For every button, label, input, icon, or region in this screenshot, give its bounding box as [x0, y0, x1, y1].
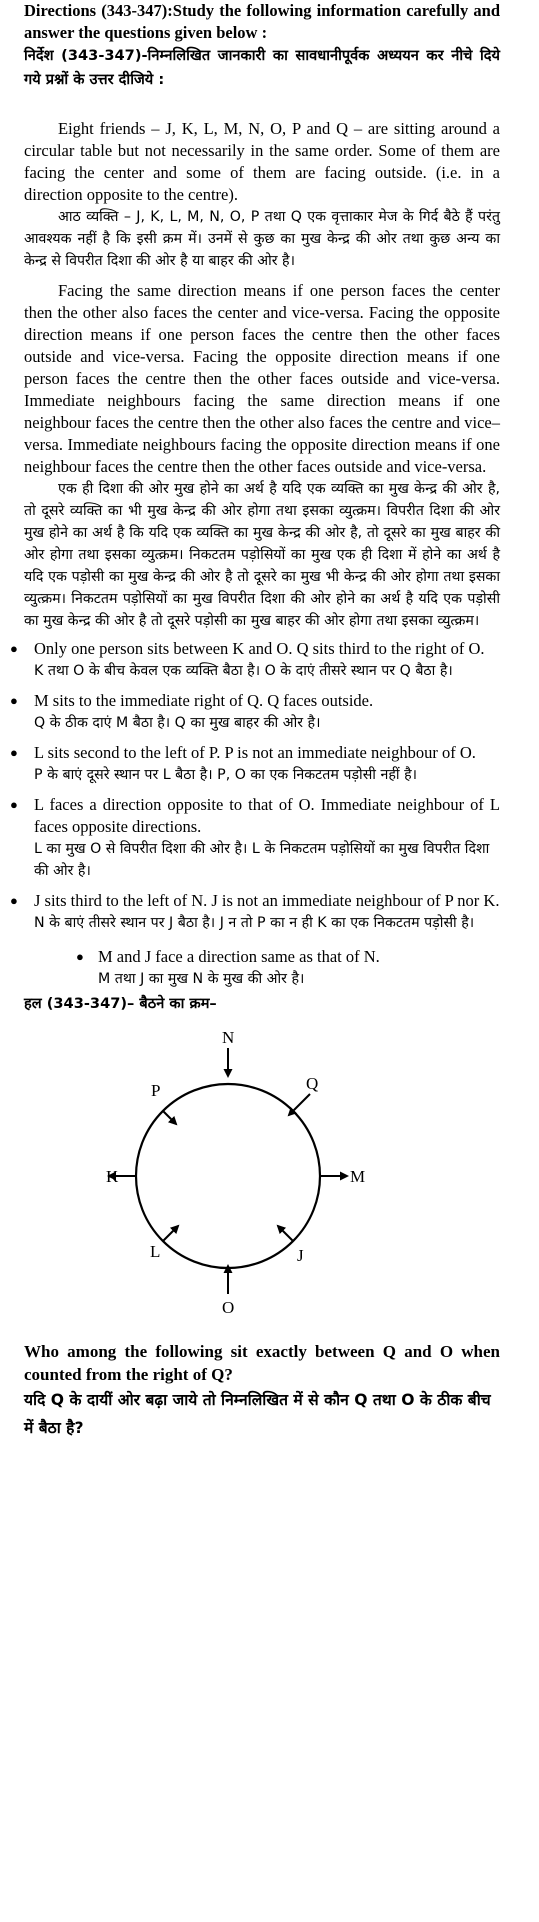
arrow-p — [163, 1111, 176, 1124]
label-m: M — [350, 1167, 366, 1186]
clue-item — [24, 742, 500, 786]
label-l: L — [150, 1242, 161, 1261]
clue-english: ● M sits to the immediate right of Q. Q faces outside. — [34, 691, 374, 710]
document-page — [24, 0, 500, 1442]
clue-english: ● L faces a direction opposite to that of O. Immediate neighbour of L faces opposite directions. — [34, 795, 500, 836]
clue-item-last — [24, 946, 500, 990]
clue-english: ● M and J face a direction same as that of N. — [98, 947, 380, 966]
question-english: Who among the following sit exactly between Q and O when counted from the right of Q? — [24, 1342, 500, 1384]
clue-hindi: M तथा J का मुख N के मुख की ओर है। — [98, 971, 305, 987]
seating-arrangement-diagram — [34, 1016, 454, 1336]
label-n: N — [222, 1028, 235, 1047]
directions-english: Directions (343-347):Study the following information carefully and answer the questions given below : — [24, 1, 500, 42]
clue-item — [24, 890, 500, 934]
clue-item — [24, 794, 500, 882]
label-p: P — [151, 1081, 161, 1100]
clue-hindi: N के बाएं तीसरे स्थान पर J बैठा है। J न तो P का न ही K का एक निकटतम पड़ोसी है। — [34, 915, 475, 931]
clue-item — [24, 638, 500, 682]
intro-paragraph-english: Eight friends – J, K, L, M, N, O, P and Q – are sitting around a circular table but not necessarily in the same order. Some of them are facing the center and some of them are facing outside. (i.e. in a direction opposite to the centre). — [24, 119, 500, 204]
label-j: J — [297, 1246, 304, 1265]
arrow-l — [163, 1226, 178, 1241]
intro-paragraph-hindi: आठ व्यक्ति – J, K, L, M, N, O, P तथा Q एक वृत्ताकार मेज के गिर्द बैठे हैं परंतु आवश्यक नहीं है कि इसी क्रम में। उनमें से कुछ का मुख केन्द्र की ओर तथा कुछ अन्य का केन्द्र से विपरीत दिशा की ओर है या बाहर की ओर है। — [24, 209, 500, 269]
facing-rules-english: Facing the same direction means if one person faces the center then the other also faces the center and vice-versa. Facing the opposite direction means if one person faces the centre then the other faces outside and vice-versa. Facing the opposite direction means if one person faces the centre then the other faces outside and vice-versa. Immediate neighbours facing the same direction means if one neighbour faces the centre then the other also faces the centre and vice–versa. Immediate neighbours facing the opposite direction means if one neighbour faces the centre then the other faces outside and vice-versa. — [24, 281, 500, 476]
clue-english: ● Only one person sits between K and O. Q sits third to the right of O. — [34, 639, 485, 658]
clue-english: ● L sits second to the left of P. P is not an immediate neighbour of O. — [34, 743, 476, 762]
label-q: Q — [306, 1074, 319, 1093]
clue-hindi: K तथा O के बीच केवल एक व्यक्ति बैठा है। O के दाएं तीसरे स्थान पर Q बैठा है। — [34, 663, 453, 679]
directions-hindi: निर्देश (343-347)-निम्नलिखित जानकारी का सावधानीपूर्वक अध्ययन कर नीचे दिये गये प्रश्नों के उत्तर दीजिये : — [24, 47, 500, 88]
clue-hindi: Q के ठीक दाएं M बैठा है। Q का मुख बाहर की ओर है। — [34, 715, 321, 731]
arrow-j — [278, 1226, 293, 1241]
clue-item — [24, 690, 500, 734]
question-hindi: यदि Q के दायीं ओर बढ़ा जाये तो निम्नलिखित में से कौन Q तथा O के ठीक बीच में बैठा है? — [24, 1391, 491, 1437]
clue-hindi: P के बाएं दूसरे स्थान पर L बैठा है। P, O का एक निकटतम पड़ोसी नहीं है। — [34, 767, 417, 783]
arrow-q — [289, 1094, 310, 1115]
clue-hindi: L का मुख O से विपरीत दिशा की ओर है। L के निकटतम पड़ोसियों का मुख विपरीत दिशा की ओर है। — [34, 841, 490, 879]
label-o: O — [222, 1298, 235, 1317]
clue-list — [24, 638, 500, 934]
solution-heading: हल (343-347)– बैठने का क्रम– — [24, 995, 217, 1012]
facing-rules-hindi: एक ही दिशा की ओर मुख होने का अर्थ है यदि एक व्यक्ति का मुख केन्द्र की ओर है, तो दूसरे व्यक्ति का भी मुख केन्द्र की ओर होगा तथा इसका व्युत्क्रम। विपरीत दिशा की ओर मुख होने का अर्थ है कि यदि एक व्यक्ति का मुख केन्द्र की ओर है, तो दूसरे का मुख बाहर की ओर होगा तथा इसका व्युत्क्रम। निकटतम पड़ोसियों का मुख एक ही दिशा में होने का अर्थ है यदि एक पड़ोसी का मुख केन्द्र की ओर है तो दूसरे का मुख भी केन्द्र की ओर होगा तथा इसका व्युत्क्रम। निकटतम पड़ोसियों का मुख विपरीत दिशा की ओर होने का अर्थ है यदि एक पड़ोसी का मुख केन्द्र की ओर है तो दूसरे पड़ोसी का मुख बाहर की ओर होगा तथा इसका व्युत्क्रम। — [24, 481, 500, 629]
clue-english: ● J sits third to the left of N. J is not an immediate neighbour of P nor K. — [34, 891, 500, 910]
label-k: K — [106, 1167, 119, 1186]
